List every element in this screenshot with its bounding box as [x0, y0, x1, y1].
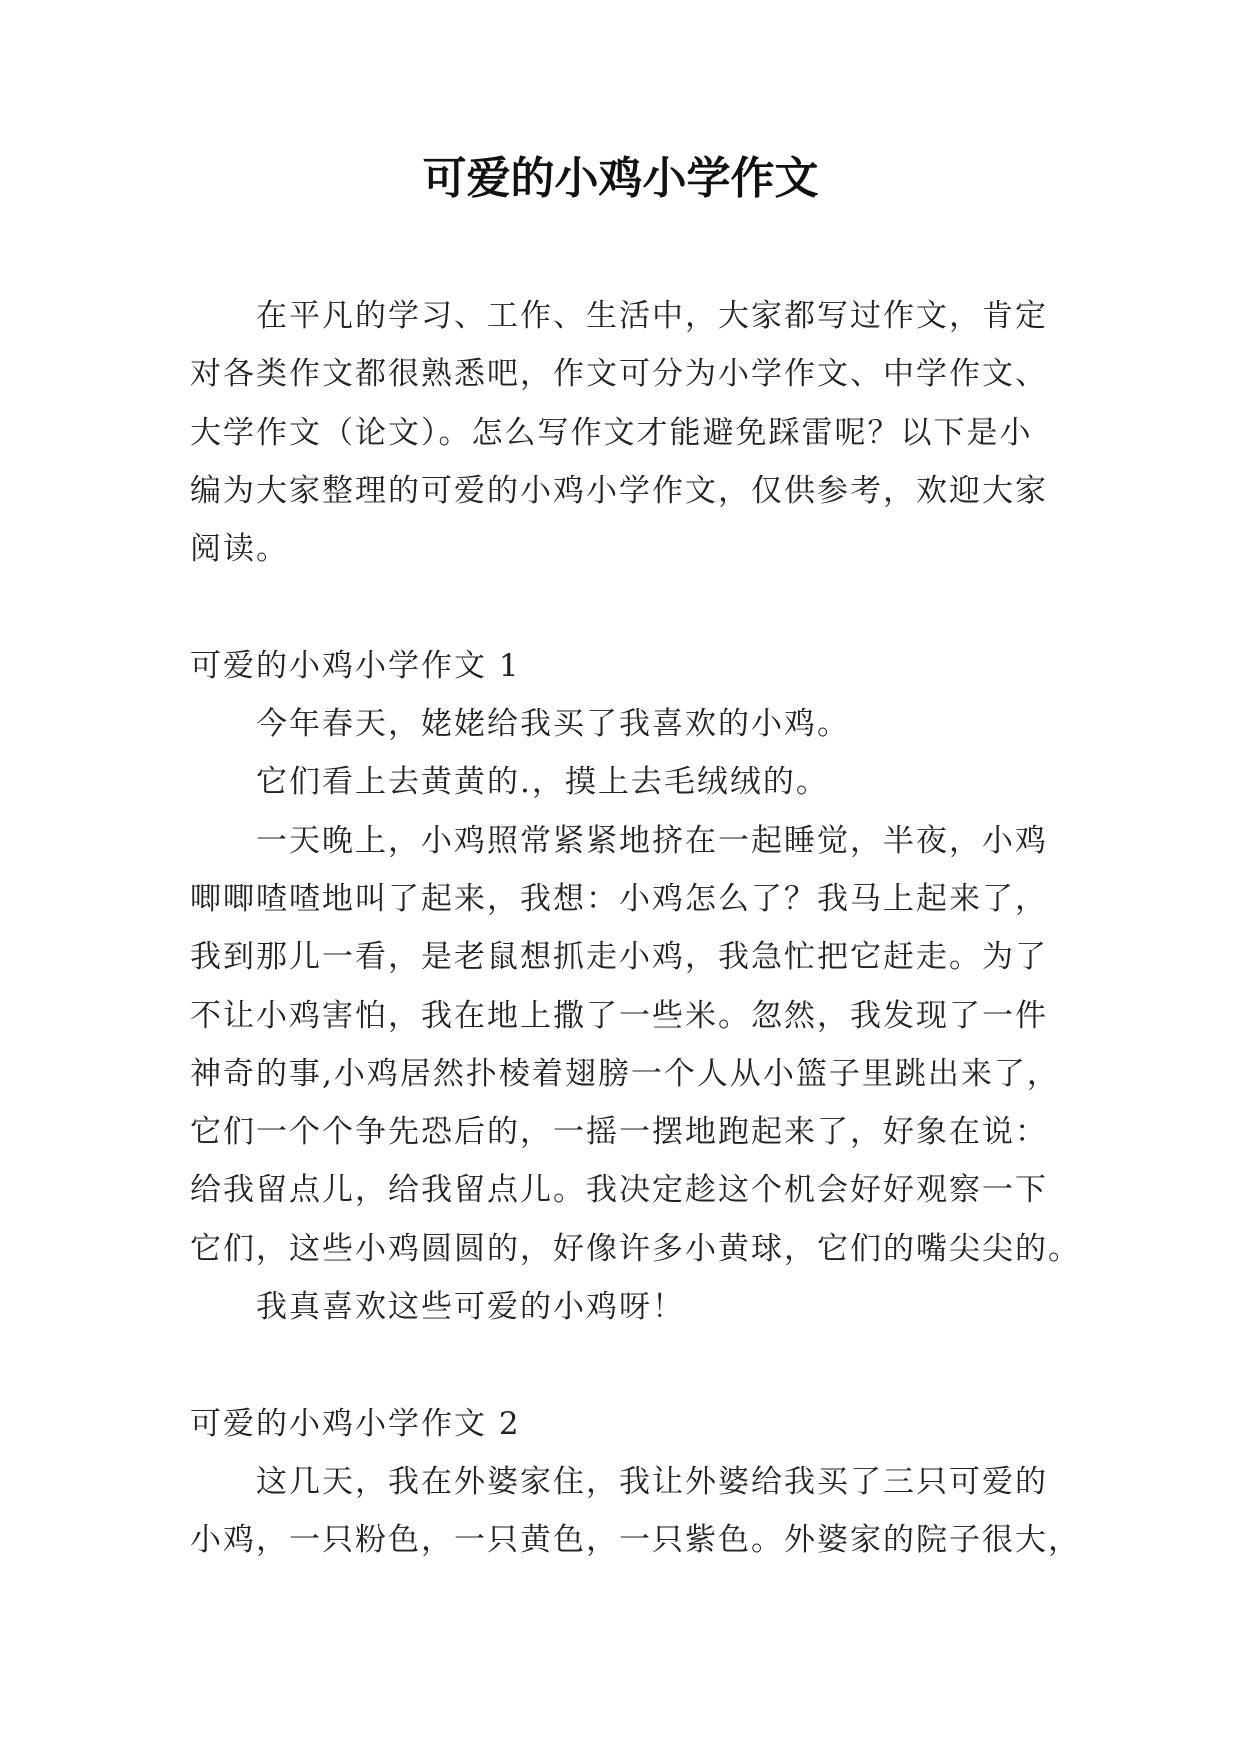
paragraph-line: 一天晚上，小鸡照常紧紧地挤在一起睡觉，半夜，小鸡 — [256, 822, 1048, 859]
essay-section-2 — [190, 1395, 1090, 1570]
paragraph-line: 我真喜欢这些可爱的小鸡呀！ — [256, 1289, 685, 1326]
paragraph-line: 它们看上去黄黄的.，摸上去毛绒绒的。 — [256, 764, 829, 801]
paragraph — [190, 812, 1090, 1278]
paragraph-line: 这几天，我在外婆家住，我让外婆给我买了三只可爱的 — [256, 1463, 1048, 1500]
intro-paragraph — [190, 287, 1090, 578]
document-body — [190, 287, 1090, 1570]
paragraph-line: 给我留点儿，给我留点儿。我决定趁这个机会好好观察一下 — [190, 1172, 1048, 1209]
section-heading: 可爱的小鸡小学作文 1 — [190, 647, 521, 684]
paragraph — [190, 695, 1090, 753]
paragraph-line: 阅读。 — [190, 531, 289, 568]
paragraph-line: 神奇的事,小鸡居然扑棱着翅膀一个人从小篮子里跳出来了， — [190, 1055, 1060, 1092]
paragraph-line: 不让小鸡害怕，我在地上撒了一些米。忽然，我发现了一件 — [190, 997, 1048, 1034]
paragraph — [190, 1453, 1090, 1570]
paragraph-line: 编为大家整理的可爱的小鸡小学作文，仅供参考，欢迎大家 — [190, 472, 1048, 509]
section-heading: 可爱的小鸡小学作文 2 — [190, 1405, 521, 1442]
essay-section-1 — [190, 637, 1090, 1337]
paragraph-line: 我到那儿一看，是老鼠想抓走小鸡，我急忙把它赶走。为了 — [190, 939, 1048, 976]
paragraph-line: 它们，这些小鸡圆圆的，好像许多小黄球，它们的嘴尖尖的。 — [190, 1230, 1081, 1267]
paragraph-line: 对各类作文都很熟悉吧，作文可分为小学作文、中学作文、 — [190, 356, 1048, 393]
document-title: 可爱的小鸡小学作文 — [422, 153, 819, 204]
paragraph-line: 小鸡，一只粉色，一只黄色，一只紫色。外婆家的院子很大， — [190, 1522, 1081, 1559]
paragraph-line: 大学作文（论文）。怎么写作文才能避免踩雷呢？以下是小 — [190, 414, 1033, 451]
paragraph-line: 在平凡的学习、工作、生活中，大家都写过作文，肯定 — [256, 298, 1048, 334]
paragraph-line: 唧唧喳喳地叫了起来，我想：小鸡怎么了？我马上起来了， — [190, 880, 1048, 917]
paragraph — [190, 753, 1090, 811]
paragraph — [190, 1278, 1090, 1336]
paragraph-line: 今年春天，姥姥给我买了我喜欢的小鸡。 — [256, 706, 850, 743]
paragraph-line: 它们一个个争先恐后的，一摇一摆地跑起来了，好象在说： — [190, 1114, 1048, 1151]
